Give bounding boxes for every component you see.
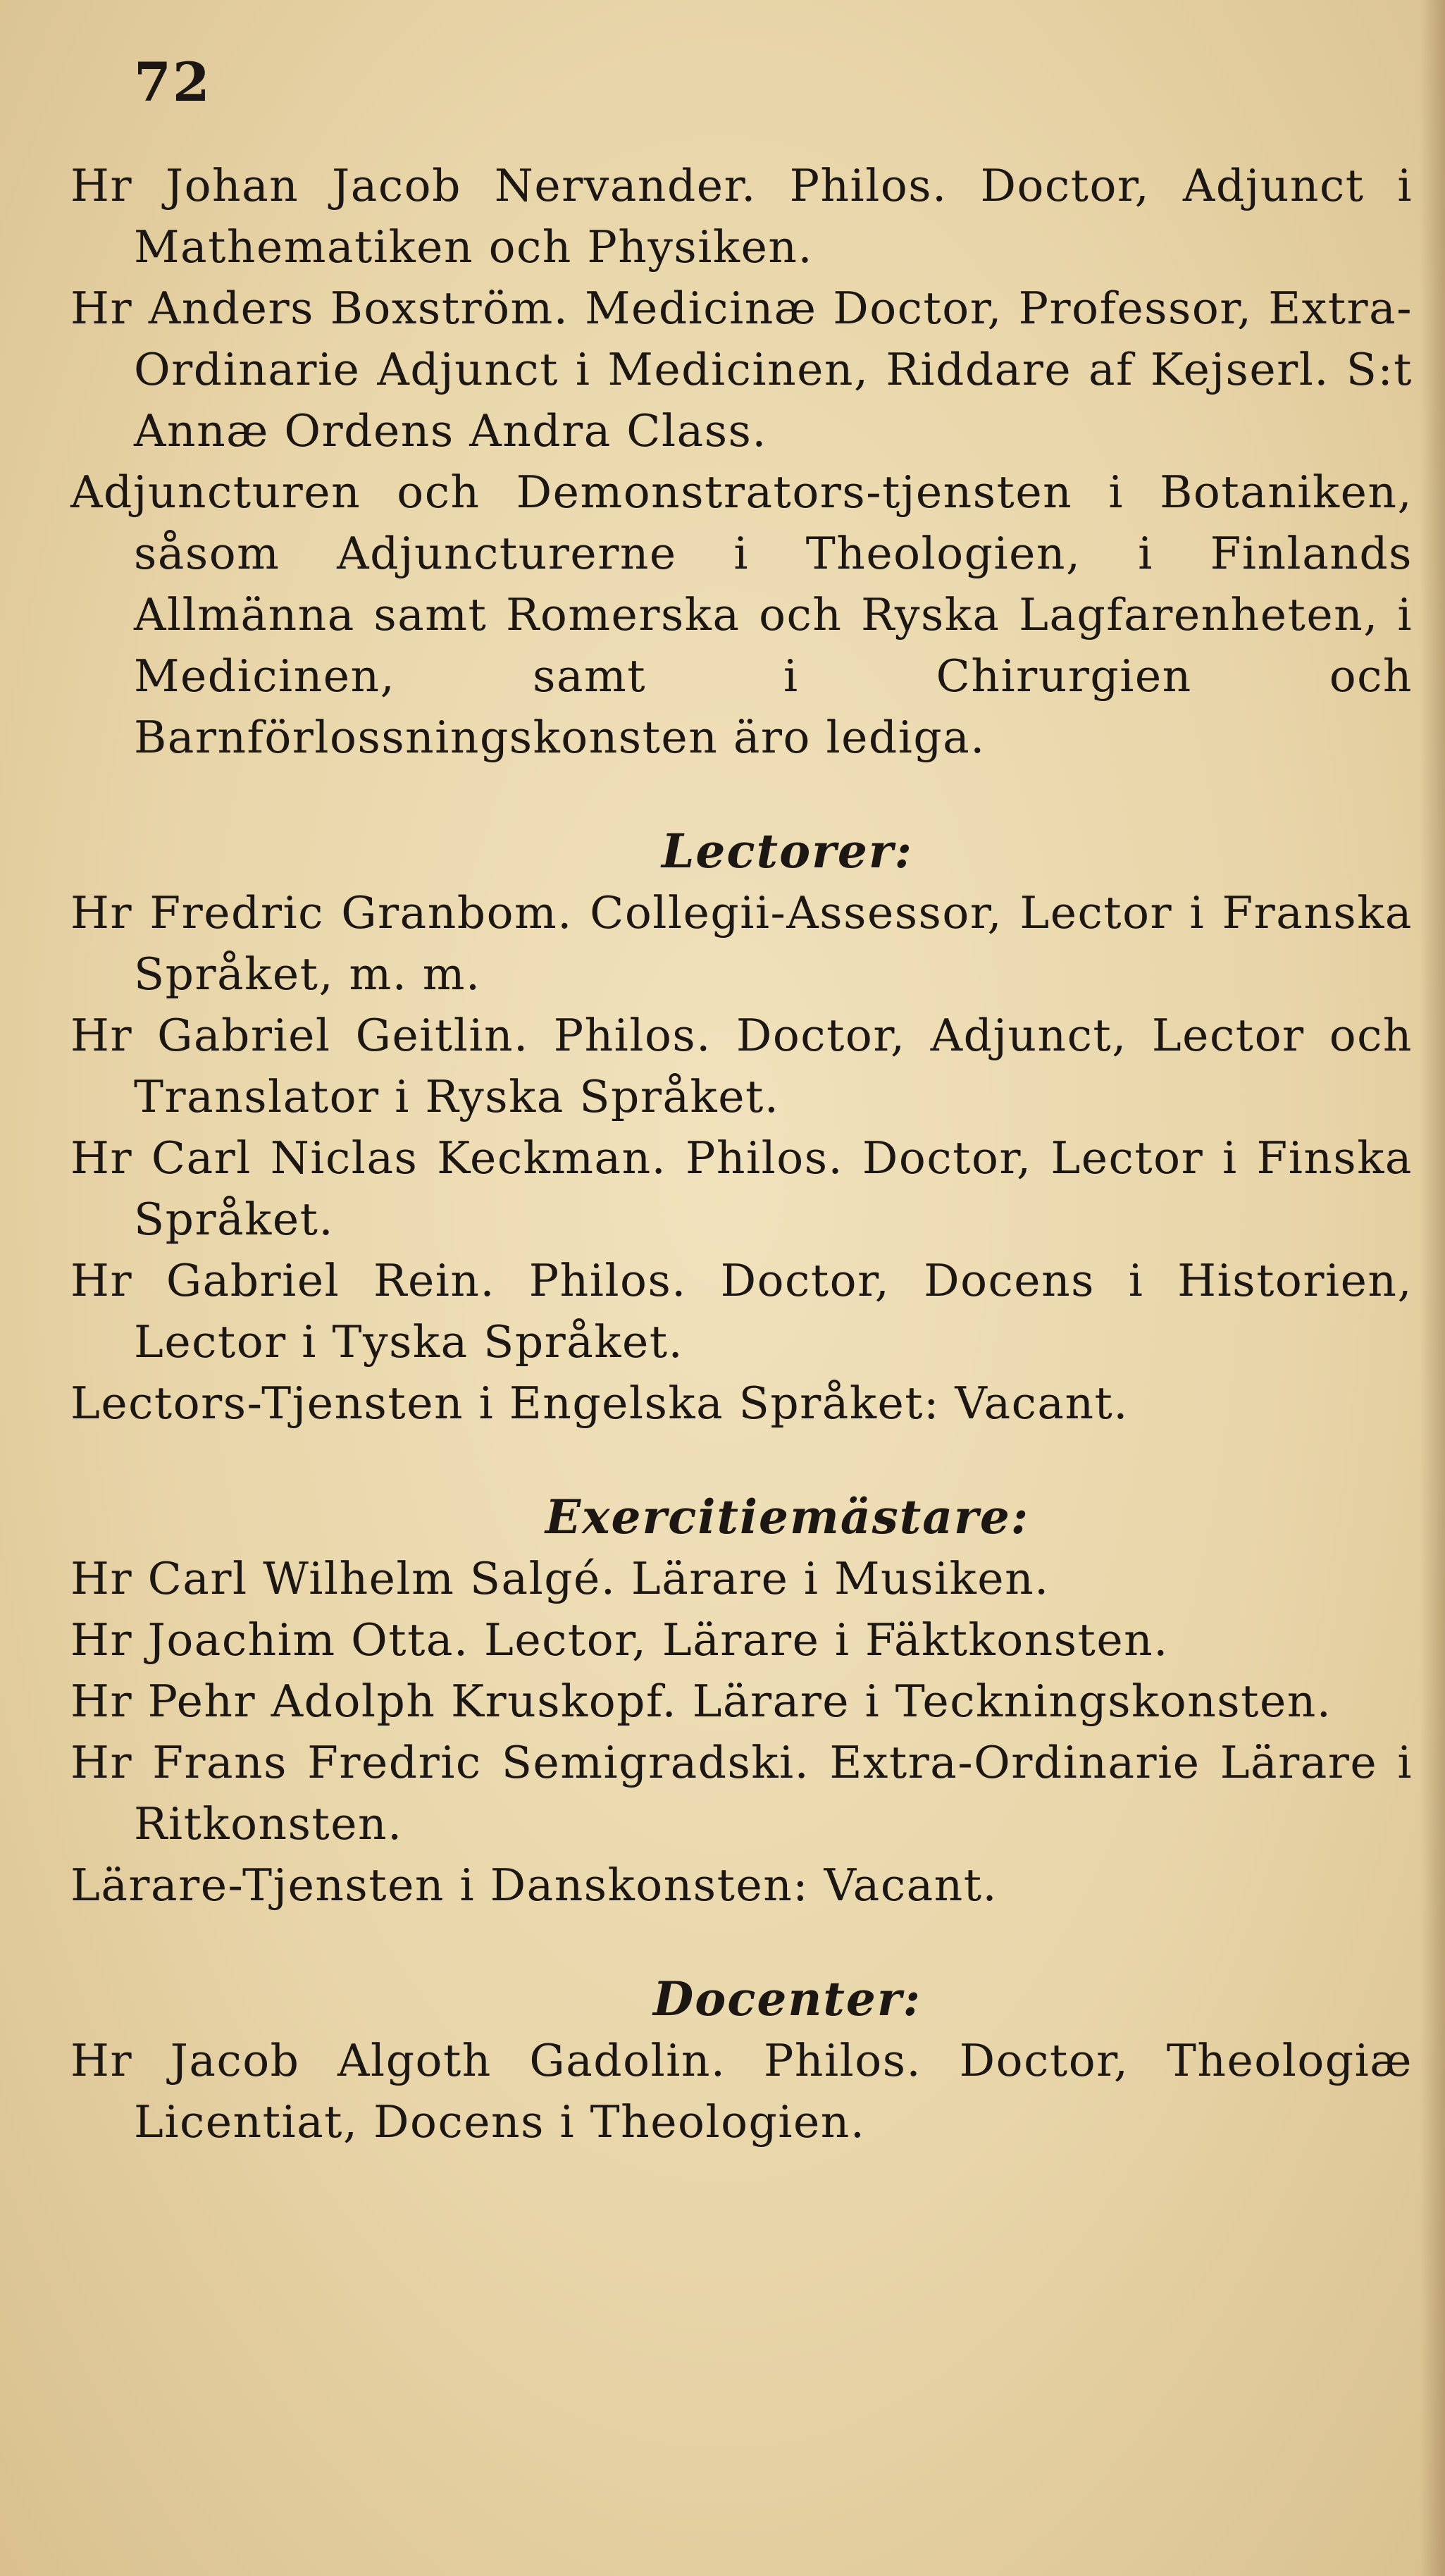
heading-lectorer: Lectorer:: [662, 824, 913, 879]
entry-boxstrom: Hr Anders Boxström. Medicinæ Doctor, Professor, Extra-Ordinarie Adjunct i Medicinen, Riddare af Kejserl. S:t Annæ Ordens Andra Class.: [70, 283, 1413, 457]
section-gap: [70, 768, 1413, 821]
entry-otta: Hr Joachim Otta. Lector, Lärare i Fäktkonsten.: [70, 1614, 1169, 1666]
section-gap: [70, 1434, 1413, 1487]
entry-vacant-adjunctures: Adjuncturen och Demonstrators-tjensten i Botaniken, såsom Adjuncturerne i Theologien, i Finlands Allmänna samt Romerska och Ryska Lagfarenheten, i Medicinen, samt i Chirurgien och Barnförlossningskonsten äro lediga.: [70, 466, 1413, 763]
entry-rein: Hr Gabriel Rein. Philos. Doctor, Docens i Historien, Lector i Tyska Språket.: [70, 1255, 1413, 1368]
entry-salge: Hr Carl Wilhelm Salgé. Lärare i Musiken.: [70, 1553, 1050, 1604]
entry-danskonsten-vacant: Lärare-Tjensten i Danskonsten: Vacant.: [70, 1859, 998, 1911]
entry-nervander: Hr Johan Jacob Nervander. Philos. Doctor, Adjunct i Mathematiken och Physiken.: [70, 160, 1413, 273]
entry-engelska-vacant: Lectors-Tjensten i Engelska Språket: Vacant.: [70, 1377, 1129, 1429]
entry-keckman: Hr Carl Niclas Keckman. Philos. Doctor, Lector i Finska Språket.: [70, 1132, 1413, 1245]
section-gap: [70, 1916, 1413, 1969]
entry-granbom: Hr Fredric Granbom. Collegii-Assessor, Lector i Franska Språket, m. m.: [70, 887, 1413, 1000]
heading-exercitiemastare: Exercitiemästare:: [545, 1490, 1030, 1544]
entry-kruskopf: Hr Pehr Adolph Kruskopf. Lärare i Teckningskonsten.: [70, 1676, 1332, 1727]
entry-gadolin: Hr Jacob Algoth Gadolin. Philos. Doctor, Theologiæ Licentiat, Docens i Theologien.: [70, 2035, 1413, 2148]
entry-semigradski: Hr Frans Fredric Semigradski. Extra-Ordinarie Lärare i Ritkonsten.: [70, 1737, 1413, 1850]
heading-docenter: Docenter:: [652, 1971, 922, 2026]
entry-geitlin: Hr Gabriel Geitlin. Philos. Doctor, Adjunct, Lector och Translator i Ryska Språket.: [70, 1010, 1413, 1122]
page-content: [70, 155, 1413, 2153]
page-edge-shadow: [1420, 0, 1445, 2576]
page-number: 72: [134, 51, 211, 113]
